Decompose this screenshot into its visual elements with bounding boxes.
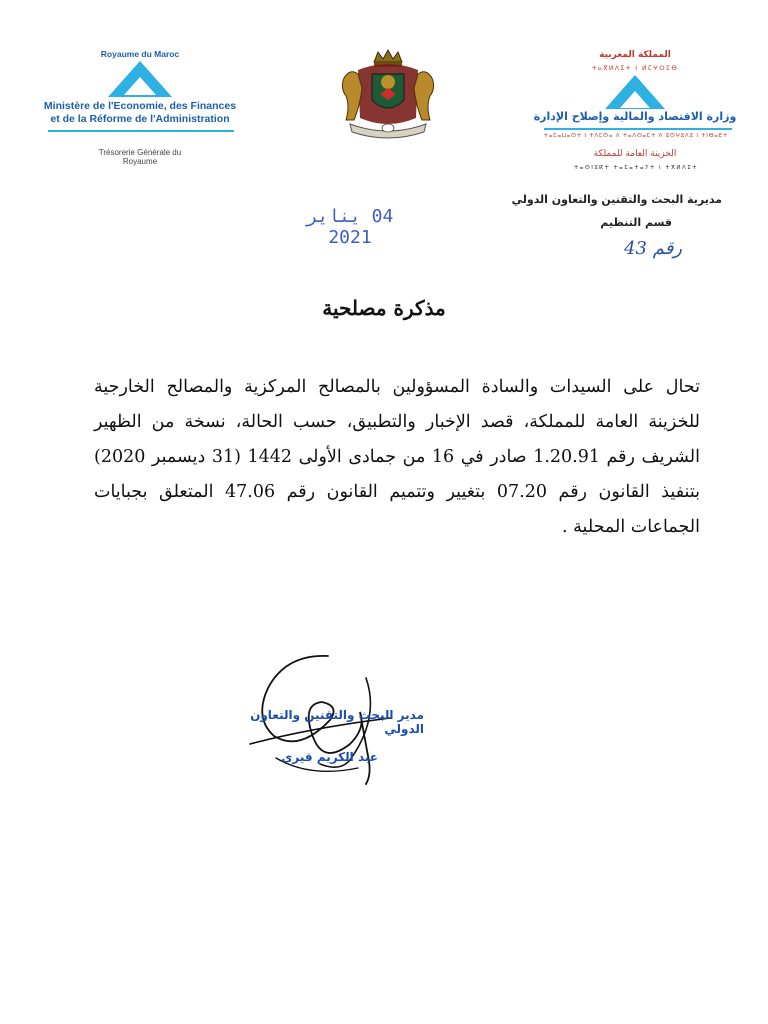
logo-kingdom-label: Royaume du Maroc (100, 49, 180, 59)
logo-ministry-line1: Ministère de l'Economie, des Finances (43, 100, 237, 112)
memo-body: تحال على السيدات والسادة المسؤولين بالمصالح المركزية والمصالح الخارجية للخزينة العامة للمملكة، قصد الإخبار والتطبيق، حسب الحالة، نسخة من الظهير الشريف رقم 1.20.91 صادر في 16 من جمادى الأولى 1442 (31 ديسمبر 2020) بتنفيذ القانون رقم 07.20 بتغيير وتتميم القانون رقم 47.06 المتعلق بجبايات الجماعات المحلية . (94, 377, 700, 537)
signatory-title: مدير البحث والتقنين والتعاون الدولي (250, 708, 424, 736)
logo-treasury-line2: Royaume (122, 157, 158, 166)
logo-treasury-tifinagh: ⵜⴰⵙⵏⵓⴽⵜ ⵜⴰⵎⴰⵜⴰⵢⵜ ⵏ ⵜⴳⵍⴷⵉⵜ (574, 165, 698, 171)
royal-coat-of-arms-icon (336, 48, 440, 140)
date-stamp: 04 يناير 2021 (306, 206, 394, 248)
logo-kingdom-tifinagh: ⵜⴰⴳⵍⴷⵉⵜ ⵏ ⵍⵎⵖⵔⵉⴱ (591, 65, 679, 72)
logo-divider (544, 128, 732, 130)
signature-block (190, 648, 450, 788)
signatory-name: عبد الكريم قيري (281, 750, 378, 764)
treasury-logo-french (40, 44, 240, 174)
logo-ministry-label (40, 100, 240, 126)
treasury-logo-arabic (530, 44, 740, 178)
logo-ministry-arabic: وزارة الاقتصاد والمالية وإصلاح الإدارة (533, 110, 737, 123)
reference-number-stamp: رقم 43 (624, 238, 682, 259)
division-label: قسم التنظيم (600, 216, 672, 229)
logo-treasury-line1: Trésorerie Générale du (98, 148, 182, 157)
logo-kingdom-arabic: المملكة المغربية (599, 50, 671, 60)
logo-ministry-line2: et de la Réforme de l'Administration (50, 113, 230, 125)
logo-triangle-inner (620, 91, 650, 108)
logo-divider (48, 130, 234, 132)
memo-title: مذكرة مصلحية (322, 296, 446, 320)
directorate-label: مديرية البحث والتقنين والتعاون الدولي (511, 193, 722, 206)
logo-triangle-inner (124, 77, 156, 95)
logo-treasury-label (80, 148, 200, 166)
logo-ministry-tifinagh: ⵜⴰⵎⴰⵡⴰⵙⵜ ⵏ ⵜⴷⵎⵙⴰ ⴷ ⵜⴰⴷⵔⴰⵎⵜ ⴷ ⵓⵙⵖⵓⴷⵓ ⵏ ⵜⵏⴱⴰⴹⵜ (543, 133, 729, 139)
logo-treasury-arabic: الخزينة العامة للمملكة (593, 149, 677, 159)
